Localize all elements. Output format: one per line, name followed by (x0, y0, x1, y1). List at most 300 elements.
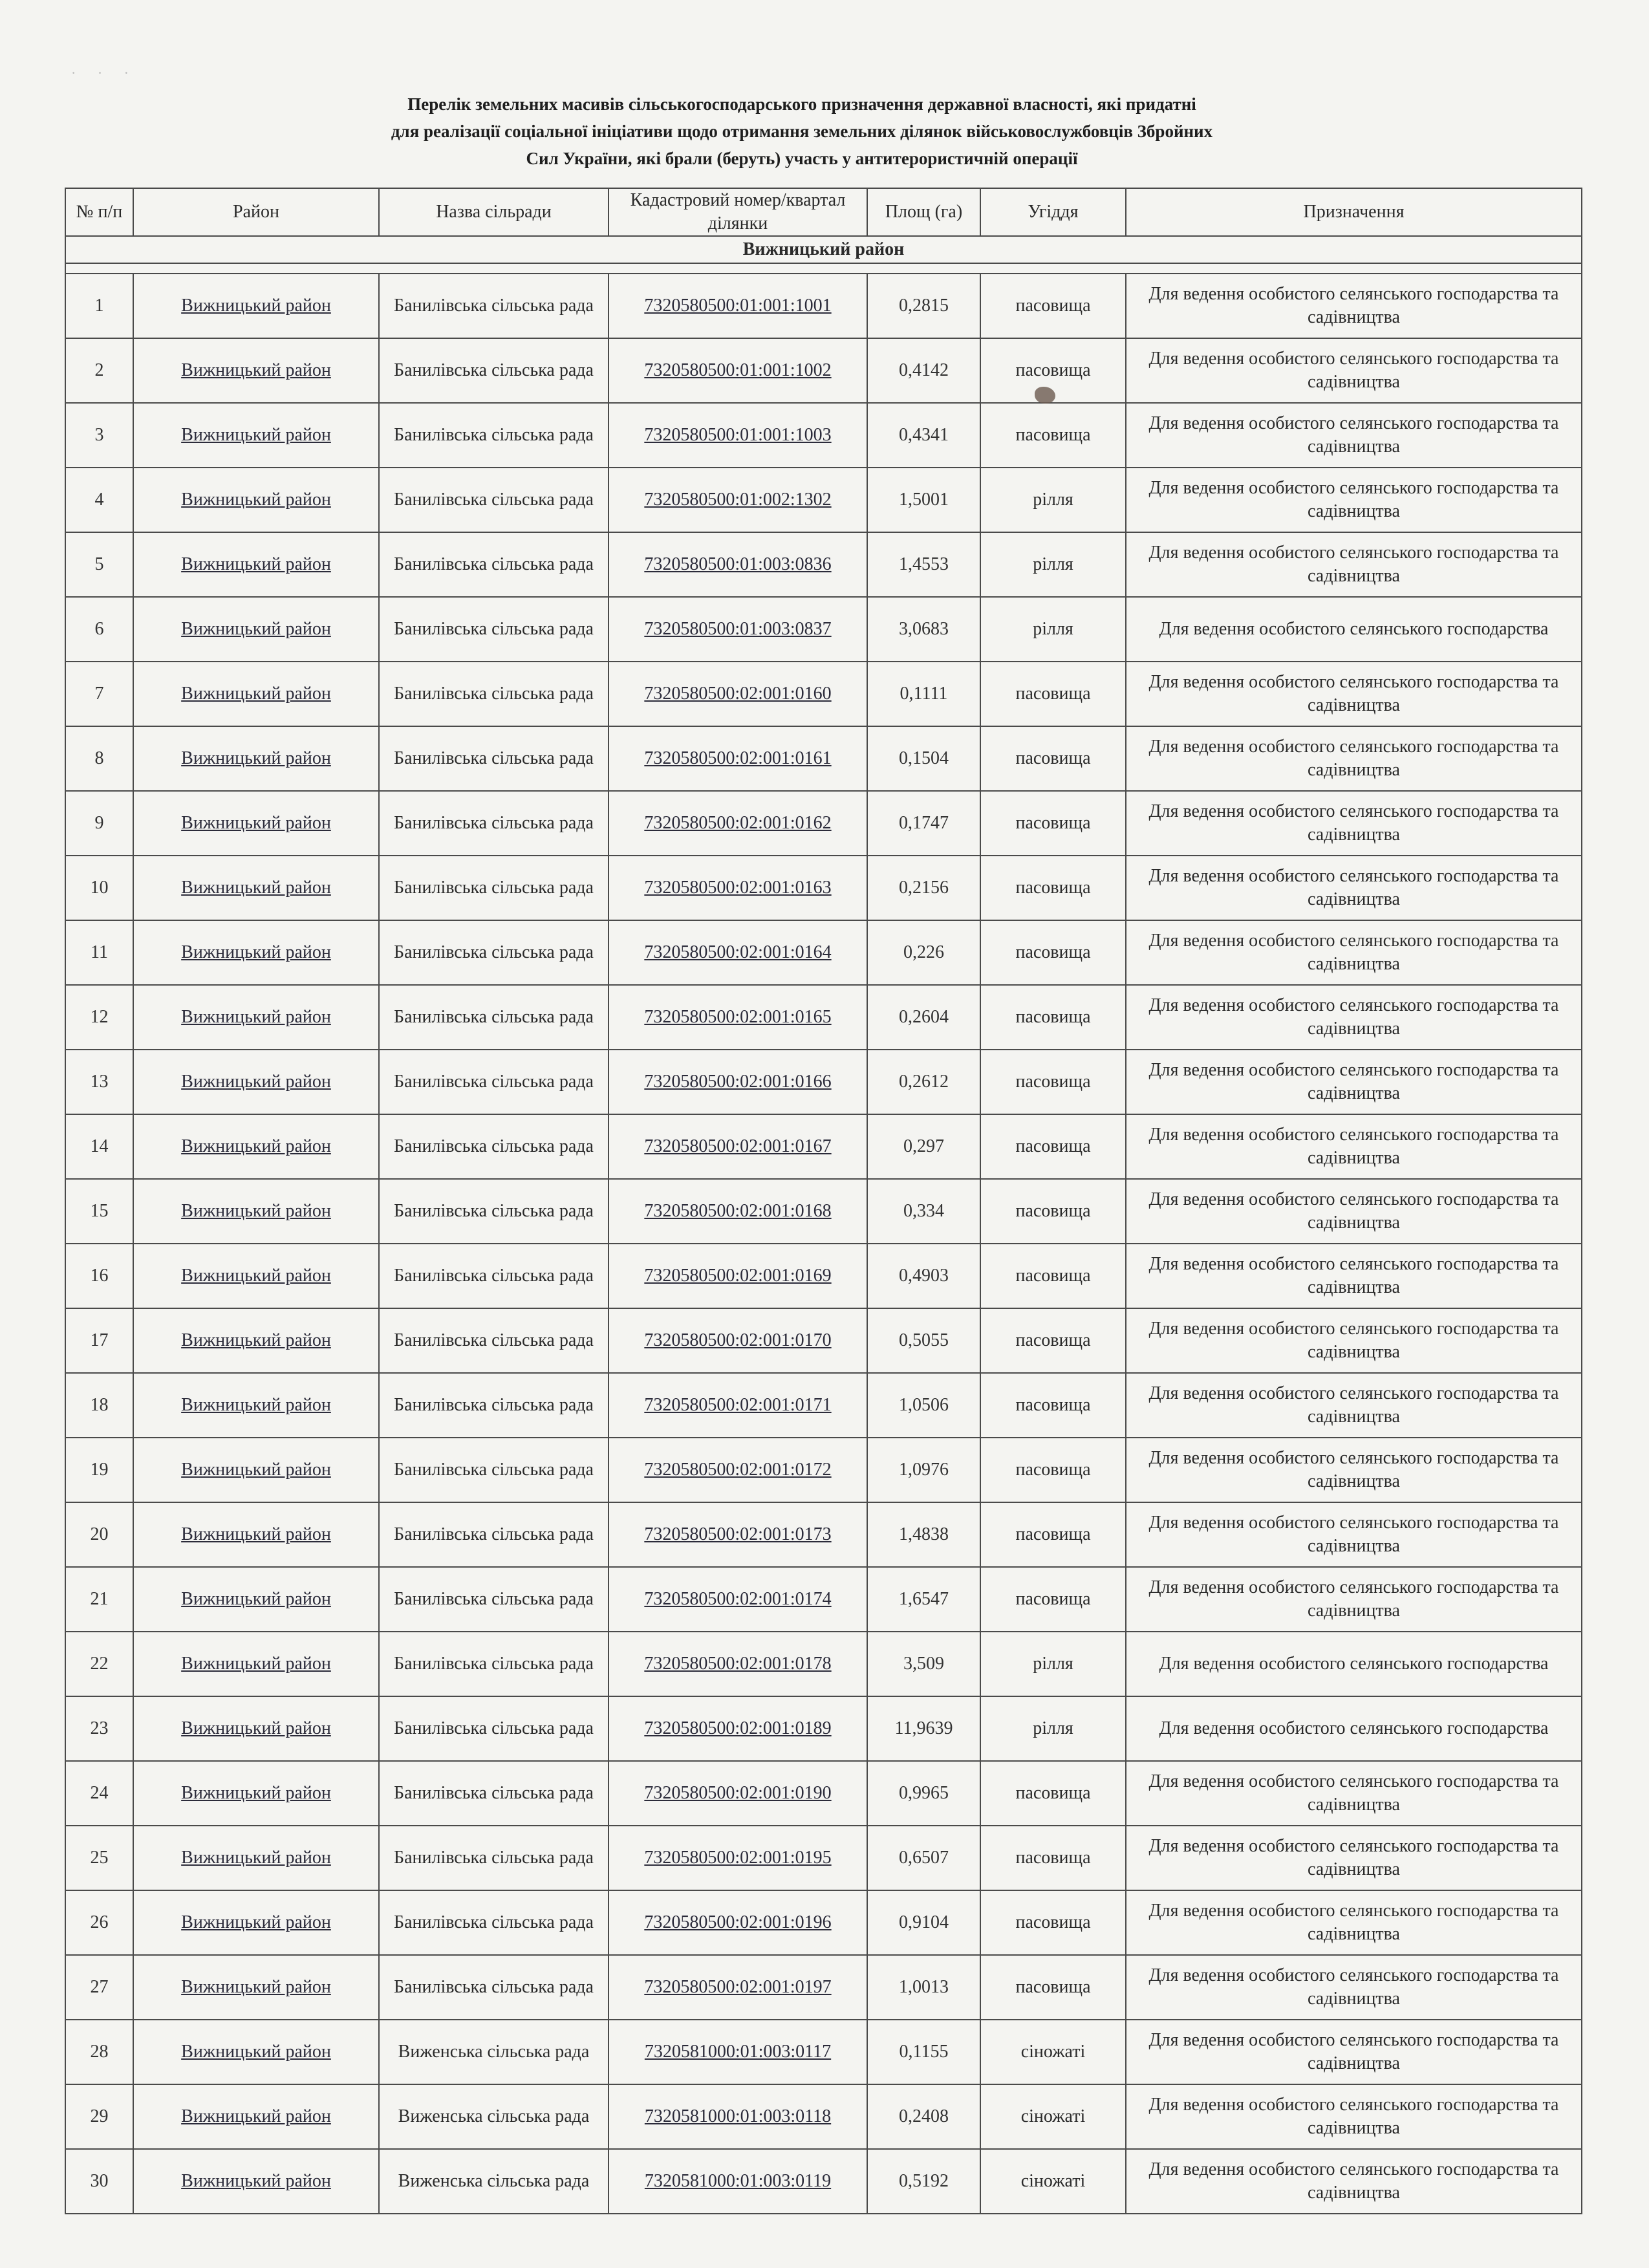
row-cadastral-number-link[interactable]: 7320580500:02:001:0167 (644, 1136, 832, 1156)
row-district (133, 1955, 379, 2020)
row-purpose: Для ведення особистого селянського господарства та садівництва (1126, 920, 1582, 985)
row-land-type: пасовища (980, 1438, 1126, 1502)
table-row (65, 1244, 1582, 1308)
row-district-link[interactable]: Вижницький район (181, 425, 331, 445)
row-cadastral-number-link[interactable]: 7320580500:02:001:0164 (644, 942, 832, 962)
row-district (133, 338, 379, 403)
table-row (65, 985, 1582, 1050)
row-cadastral-number-link[interactable]: 7320580500:02:001:0171 (644, 1395, 832, 1415)
row-purpose: Для ведення особистого селянського господарства та садівництва (1126, 791, 1582, 856)
row-council: Банилівська сільська рада (379, 274, 609, 338)
row-area: 0,4903 (867, 1244, 980, 1308)
header-land-type: Угіддя (980, 188, 1126, 236)
row-number: 23 (65, 1696, 133, 1761)
row-area: 0,297 (867, 1114, 980, 1179)
row-cadastral-number (609, 920, 867, 985)
row-district-link[interactable]: Вижницький район (181, 2106, 331, 2126)
row-land-type: пасовища (980, 856, 1126, 920)
row-district (133, 1179, 379, 1244)
row-land-type: пасовища (980, 274, 1126, 338)
row-purpose: Для ведення особистого селянського господарства та садівництва (1126, 403, 1582, 468)
row-cadastral-number-link[interactable]: 7320580500:02:001:0160 (644, 684, 832, 704)
row-council: Банилівська сільська рада (379, 1244, 609, 1308)
row-cadastral-number-link[interactable]: 7320580500:02:001:0196 (644, 1912, 832, 1932)
row-district-link[interactable]: Вижницький район (181, 554, 331, 574)
header-council: Назва сільради (379, 188, 609, 236)
row-purpose: Для ведення особистого селянського господарства та садівництва (1126, 2020, 1582, 2084)
row-area: 0,9965 (867, 1761, 980, 1826)
row-number: 9 (65, 791, 133, 856)
row-area: 1,0506 (867, 1373, 980, 1438)
row-district (133, 274, 379, 338)
table-row (65, 1826, 1582, 1890)
row-cadastral-number (609, 1890, 867, 1955)
row-land-type: пасовища (980, 726, 1126, 791)
row-cadastral-number-link[interactable]: 7320580500:01:003:0836 (644, 554, 832, 574)
row-land-type: пасовища (980, 1373, 1126, 1438)
row-district-link[interactable]: Вижницький район (181, 2042, 331, 2062)
row-council: Банилівська сільська рада (379, 1308, 609, 1373)
row-cadastral-number-link[interactable]: 7320580500:02:001:0178 (644, 1654, 832, 1674)
row-cadastral-number (609, 338, 867, 403)
row-cadastral-number (609, 2084, 867, 2149)
row-council: Виженська сільська рада (379, 2149, 609, 2214)
row-area: 0,1111 (867, 662, 980, 726)
row-area: 1,4553 (867, 532, 980, 597)
row-land-type: пасовища (980, 791, 1126, 856)
row-land-type: пасовища (980, 1761, 1126, 1826)
row-number: 8 (65, 726, 133, 791)
row-area: 1,0013 (867, 1955, 980, 2020)
row-council: Банилівська сільська рада (379, 1761, 609, 1826)
row-district-link[interactable]: Вижницький район (181, 2171, 331, 2191)
row-land-type: рілля (980, 532, 1126, 597)
row-cadastral-number-link[interactable]: 7320580500:02:001:0172 (644, 1460, 832, 1480)
table-header-row (65, 188, 1582, 236)
row-cadastral-number (609, 1955, 867, 2020)
row-district-link[interactable]: Вижницький район (181, 619, 331, 639)
row-cadastral-number-link[interactable]: 7320580500:01:001:1003 (644, 425, 832, 445)
row-cadastral-number (609, 1050, 867, 1114)
row-purpose: Для ведення особистого селянського господарства (1126, 1696, 1582, 1761)
row-cadastral-number (609, 1502, 867, 1567)
row-district (133, 2084, 379, 2149)
row-district (133, 1761, 379, 1826)
row-council: Банилівська сільська рада (379, 1179, 609, 1244)
row-cadastral-number (609, 1761, 867, 1826)
row-cadastral-number-link[interactable]: 7320580500:02:001:0189 (644, 1718, 832, 1738)
row-number: 20 (65, 1502, 133, 1567)
row-district-link[interactable]: Вижницький район (181, 1395, 331, 1415)
row-cadastral-number-link[interactable]: 7320580500:01:001:1002 (644, 360, 832, 380)
row-purpose: Для ведення особистого селянського господарства та садівництва (1126, 1502, 1582, 1567)
row-purpose: Для ведення особистого селянського господарства та садівництва (1126, 532, 1582, 597)
table-row (65, 2020, 1582, 2084)
row-cadastral-number-link[interactable]: 7320580500:02:001:0162 (644, 813, 832, 833)
table-row (65, 597, 1582, 662)
row-cadastral-number-link[interactable]: 7320580500:02:001:0170 (644, 1330, 832, 1350)
title-line-1: Перелік земельних масивів сільськогосподарського призначення державної власності, які придатні (407, 94, 1196, 114)
row-purpose: Для ведення особистого селянського господарства та садівництва (1126, 1308, 1582, 1373)
row-area: 1,6547 (867, 1567, 980, 1632)
row-area: 0,2408 (867, 2084, 980, 2149)
row-number: 27 (65, 1955, 133, 2020)
row-cadastral-number (609, 1373, 867, 1438)
row-number: 29 (65, 2084, 133, 2149)
row-number: 21 (65, 1567, 133, 1632)
row-purpose: Для ведення особистого селянського господарства та садівництва (1126, 2149, 1582, 2214)
row-area: 1,0976 (867, 1438, 980, 1502)
table-row (65, 2084, 1582, 2149)
row-number: 22 (65, 1632, 133, 1696)
row-land-type: пасовища (980, 1826, 1126, 1890)
row-area: 0,2815 (867, 274, 980, 338)
row-council: Банилівська сільська рада (379, 1050, 609, 1114)
row-area: 0,9104 (867, 1890, 980, 1955)
row-district-link[interactable]: Вижницький район (181, 490, 331, 510)
row-district (133, 1502, 379, 1567)
row-council: Банилівська сільська рада (379, 662, 609, 726)
land-plots-table (65, 188, 1582, 2214)
row-land-type: пасовища (980, 1179, 1126, 1244)
section-gap (65, 263, 1582, 274)
row-number: 25 (65, 1826, 133, 1890)
row-land-type: рілля (980, 1696, 1126, 1761)
row-purpose: Для ведення особистого селянського господарства та садівництва (1126, 856, 1582, 920)
row-cadastral-number (609, 2149, 867, 2214)
row-district (133, 2149, 379, 2214)
row-district (133, 1567, 379, 1632)
header-purpose: Призначення (1126, 188, 1582, 236)
row-number: 12 (65, 985, 133, 1050)
row-area: 0,2612 (867, 1050, 980, 1114)
table-row (65, 1502, 1582, 1567)
row-number: 19 (65, 1438, 133, 1502)
row-purpose: Для ведення особистого селянського господарства та садівництва (1126, 1955, 1582, 2020)
row-district-link[interactable]: Вижницький район (181, 1589, 331, 1609)
row-purpose: Для ведення особистого селянського господарства (1126, 597, 1582, 662)
row-district (133, 468, 379, 532)
row-area: 0,1747 (867, 791, 980, 856)
row-cadastral-number-link[interactable]: 7320580500:02:001:0166 (644, 1072, 832, 1092)
row-council: Виженська сільська рада (379, 2020, 609, 2084)
row-district-link[interactable]: Вижницький район (181, 1654, 331, 1674)
table-row (65, 1114, 1582, 1179)
row-district-link[interactable]: Вижницький район (181, 1460, 331, 1480)
row-land-type: пасовища (980, 403, 1126, 468)
table-row (65, 532, 1582, 597)
row-cadastral-number-link[interactable]: 7320580500:01:001:1001 (644, 296, 832, 316)
section-title: Вижницький район (65, 236, 1582, 263)
row-district-link[interactable]: Вижницький район (181, 942, 331, 962)
row-land-type: пасовища (980, 985, 1126, 1050)
table-row (65, 468, 1582, 532)
row-council: Банилівська сільська рада (379, 1567, 609, 1632)
row-cadastral-number-link[interactable]: 7320580500:02:001:0190 (644, 1783, 832, 1803)
row-district-link[interactable]: Вижницький район (181, 684, 331, 704)
row-cadastral-number (609, 1114, 867, 1179)
row-district-link[interactable]: Вижницький район (181, 1330, 331, 1350)
row-purpose: Для ведення особистого селянського господарства та садівництва (1126, 338, 1582, 403)
row-cadastral-number (609, 662, 867, 726)
table-row (65, 726, 1582, 791)
table-row (65, 1050, 1582, 1114)
row-district-link[interactable]: Вижницький район (181, 1524, 331, 1544)
row-area: 0,1155 (867, 2020, 980, 2084)
row-cadastral-number-link[interactable]: 7320580500:01:003:0837 (644, 619, 832, 639)
row-district (133, 791, 379, 856)
row-area: 0,334 (867, 1179, 980, 1244)
row-council: Банилівська сільська рада (379, 468, 609, 532)
row-district-link[interactable]: Вижницький район (181, 1977, 331, 1997)
row-council: Банилівська сільська рада (379, 1373, 609, 1438)
table-row (65, 1373, 1582, 1438)
row-cadastral-number-link[interactable]: 7320581000:01:003:0118 (644, 2106, 832, 2126)
row-cadastral-number-link[interactable]: 7320580500:02:001:0195 (644, 1848, 832, 1868)
row-district-link[interactable]: Вижницький район (181, 1912, 331, 1932)
row-purpose: Для ведення особистого селянського господарства та садівництва (1126, 1890, 1582, 1955)
row-district-link[interactable]: Вижницький район (181, 1848, 331, 1868)
row-district (133, 1632, 379, 1696)
row-number: 15 (65, 1179, 133, 1244)
table-row (65, 1890, 1582, 1955)
row-land-type: пасовища (980, 1050, 1126, 1114)
row-area: 0,5192 (867, 2149, 980, 2214)
row-cadastral-number-link[interactable]: 7320580500:02:001:0161 (644, 748, 832, 768)
row-council: Банилівська сільська рада (379, 856, 609, 920)
row-purpose: Для ведення особистого селянського господарства та садівництва (1126, 2084, 1582, 2149)
row-land-type: пасовища (980, 1890, 1126, 1955)
row-cadastral-number (609, 1567, 867, 1632)
row-cadastral-number (609, 597, 867, 662)
scan-artifact: · · · (71, 65, 138, 81)
row-cadastral-number-link[interactable]: 7320580500:02:001:0165 (644, 1007, 832, 1027)
row-number: 3 (65, 403, 133, 468)
row-district (133, 1244, 379, 1308)
row-district (133, 920, 379, 985)
row-district-link[interactable]: Вижницький район (181, 1072, 331, 1092)
row-cadastral-number-link[interactable]: 7320581000:01:003:0119 (644, 2171, 832, 2191)
row-purpose: Для ведення особистого селянського господарства та садівництва (1126, 985, 1582, 1050)
row-cadastral-number (609, 791, 867, 856)
row-number: 10 (65, 856, 133, 920)
row-council: Банилівська сільська рада (379, 1632, 609, 1696)
row-council: Банилівська сільська рада (379, 1955, 609, 2020)
row-area: 0,4341 (867, 403, 980, 468)
row-council: Банилівська сільська рада (379, 1502, 609, 1567)
header-num: № п/п (65, 188, 133, 236)
row-land-type: пасовища (980, 1502, 1126, 1567)
row-cadastral-number (609, 1632, 867, 1696)
row-council: Банилівська сільська рада (379, 726, 609, 791)
row-district (133, 1826, 379, 1890)
row-purpose: Для ведення особистого селянського господарства та садівництва (1126, 274, 1582, 338)
table-row (65, 1179, 1582, 1244)
row-district-link[interactable]: Вижницький район (181, 1783, 331, 1803)
row-purpose: Для ведення особистого селянського господарства та садівництва (1126, 1438, 1582, 1502)
table-row (65, 856, 1582, 920)
row-number: 6 (65, 597, 133, 662)
row-number: 1 (65, 274, 133, 338)
row-area: 1,4838 (867, 1502, 980, 1567)
row-land-type: рілля (980, 468, 1126, 532)
row-land-type: пасовища (980, 662, 1126, 726)
row-cadastral-number-link[interactable]: 7320580500:02:001:0174 (644, 1589, 832, 1609)
row-land-type: пасовища (980, 1244, 1126, 1308)
row-area: 0,1504 (867, 726, 980, 791)
row-area: 3,509 (867, 1632, 980, 1696)
row-number: 11 (65, 920, 133, 985)
row-land-type: рілля (980, 1632, 1126, 1696)
row-purpose: Для ведення особистого селянського господарства та садівництва (1126, 1373, 1582, 1438)
row-area: 1,5001 (867, 468, 980, 532)
row-council: Банилівська сільська рада (379, 1438, 609, 1502)
row-district (133, 662, 379, 726)
row-district (133, 1696, 379, 1761)
table-row (65, 1567, 1582, 1632)
row-area: 3,0683 (867, 597, 980, 662)
row-council: Банилівська сільська рада (379, 1696, 609, 1761)
row-area: 0,5055 (867, 1308, 980, 1373)
document-title (246, 91, 1358, 172)
row-district-link[interactable]: Вижницький район (181, 1718, 331, 1738)
row-district (133, 856, 379, 920)
row-cadastral-number-link[interactable]: 7320580500:02:001:0163 (644, 878, 832, 898)
title-line-3: Сил України, які брали (беруть) участь у антитерористичній операції (526, 149, 1078, 168)
row-council: Банилівська сільська рада (379, 920, 609, 985)
header-area: Площ (га) (867, 188, 980, 236)
ink-smudge (1035, 387, 1055, 404)
row-district-link[interactable]: Вижницький район (181, 878, 331, 898)
row-number: 5 (65, 532, 133, 597)
row-district-link[interactable]: Вижницький район (181, 296, 331, 316)
row-council: Банилівська сільська рада (379, 1114, 609, 1179)
row-council: Банилівська сільська рада (379, 532, 609, 597)
row-district-link[interactable]: Вижницький район (181, 748, 331, 768)
row-cadastral-number (609, 1244, 867, 1308)
row-district (133, 597, 379, 662)
table-row (65, 2149, 1582, 2214)
row-district (133, 985, 379, 1050)
row-cadastral-number (609, 403, 867, 468)
row-number: 18 (65, 1373, 133, 1438)
row-purpose: Для ведення особистого селянського господарства та садівництва (1126, 1114, 1582, 1179)
row-council: Банилівська сільська рада (379, 338, 609, 403)
table-row (65, 1696, 1582, 1761)
row-district (133, 532, 379, 597)
row-land-type: пасовища (980, 1308, 1126, 1373)
row-district (133, 1308, 379, 1373)
row-number: 2 (65, 338, 133, 403)
row-land-type: пасовища (980, 1955, 1126, 2020)
row-district (133, 1050, 379, 1114)
row-council: Банилівська сільська рада (379, 597, 609, 662)
row-cadastral-number-link[interactable]: 7320580500:02:001:0169 (644, 1266, 832, 1286)
row-council: Банилівська сільська рада (379, 1826, 609, 1890)
row-cadastral-number (609, 1826, 867, 1890)
row-land-type: пасовища (980, 1114, 1126, 1179)
row-district-link[interactable]: Вижницький район (181, 1266, 331, 1286)
row-area: 0,4142 (867, 338, 980, 403)
row-district (133, 1373, 379, 1438)
row-area: 0,226 (867, 920, 980, 985)
row-cadastral-number-link[interactable]: 7320580500:02:001:0173 (644, 1524, 832, 1544)
row-district-link[interactable]: Вижницький район (181, 1007, 331, 1027)
row-purpose: Для ведення особистого селянського господарства та садівництва (1126, 662, 1582, 726)
row-district-link[interactable]: Вижницький район (181, 813, 331, 833)
section-row (65, 236, 1582, 263)
row-cadastral-number (609, 726, 867, 791)
table-row (65, 274, 1582, 338)
row-area: 0,6507 (867, 1826, 980, 1890)
row-council: Виженська сільська рада (379, 2084, 609, 2149)
row-land-type: пасовища (980, 338, 1126, 403)
row-cadastral-number (609, 1438, 867, 1502)
row-district (133, 1890, 379, 1955)
row-cadastral-number (609, 856, 867, 920)
row-cadastral-number (609, 1308, 867, 1373)
row-cadastral-number (609, 532, 867, 597)
row-number: 16 (65, 1244, 133, 1308)
row-purpose: Для ведення особистого селянського господарства та садівництва (1126, 1179, 1582, 1244)
row-area: 0,2156 (867, 856, 980, 920)
table-row (65, 1761, 1582, 1826)
row-council: Банилівська сільська рада (379, 985, 609, 1050)
row-purpose: Для ведення особистого селянського господарства та садівництва (1126, 1244, 1582, 1308)
row-area: 11,9639 (867, 1696, 980, 1761)
row-cadastral-number (609, 1696, 867, 1761)
row-land-type: рілля (980, 597, 1126, 662)
table-row (65, 1632, 1582, 1696)
row-district (133, 1114, 379, 1179)
row-purpose: Для ведення особистого селянського господарства та садівництва (1126, 1050, 1582, 1114)
row-purpose: Для ведення особистого селянського господарства та садівництва (1126, 726, 1582, 791)
row-cadastral-number-link[interactable]: 7320580500:02:001:0168 (644, 1201, 832, 1221)
row-number: 14 (65, 1114, 133, 1179)
row-district (133, 403, 379, 468)
row-cadastral-number (609, 2020, 867, 2084)
row-cadastral-number (609, 985, 867, 1050)
row-council: Банилівська сільська рада (379, 1890, 609, 1955)
row-purpose: Для ведення особистого селянського господарства та садівництва (1126, 1567, 1582, 1632)
row-cadastral-number (609, 1179, 867, 1244)
row-number: 17 (65, 1308, 133, 1373)
table-row (65, 920, 1582, 985)
row-purpose: Для ведення особистого селянського господарства (1126, 1632, 1582, 1696)
table-row (65, 338, 1582, 403)
table-row (65, 1438, 1582, 1502)
header-district: Район (133, 188, 379, 236)
row-district-link[interactable]: Вижницький район (181, 1136, 331, 1156)
row-land-type: сіножаті (980, 2084, 1126, 2149)
table-row (65, 791, 1582, 856)
row-district (133, 2020, 379, 2084)
row-cadastral-number-link[interactable]: 7320581000:01:003:0117 (644, 2042, 832, 2062)
row-district-link[interactable]: Вижницький район (181, 360, 331, 380)
table-row (65, 1955, 1582, 2020)
row-cadastral-number-link[interactable]: 7320580500:01:002:1302 (644, 490, 832, 510)
title-line-2: для реалізації соціальної ініціативи щодо отримання земельних ділянок військовослужбовців Збройних (391, 122, 1213, 141)
row-district (133, 726, 379, 791)
row-purpose: Для ведення особистого селянського господарства та садівництва (1126, 1826, 1582, 1890)
row-number: 7 (65, 662, 133, 726)
header-cadastral: Кадастровий номер/квартал ділянки (609, 188, 867, 236)
row-number: 24 (65, 1761, 133, 1826)
table-row (65, 662, 1582, 726)
row-district-link[interactable]: Вижницький район (181, 1201, 331, 1221)
table-row (65, 403, 1582, 468)
row-cadastral-number-link[interactable]: 7320580500:02:001:0197 (644, 1977, 832, 1997)
